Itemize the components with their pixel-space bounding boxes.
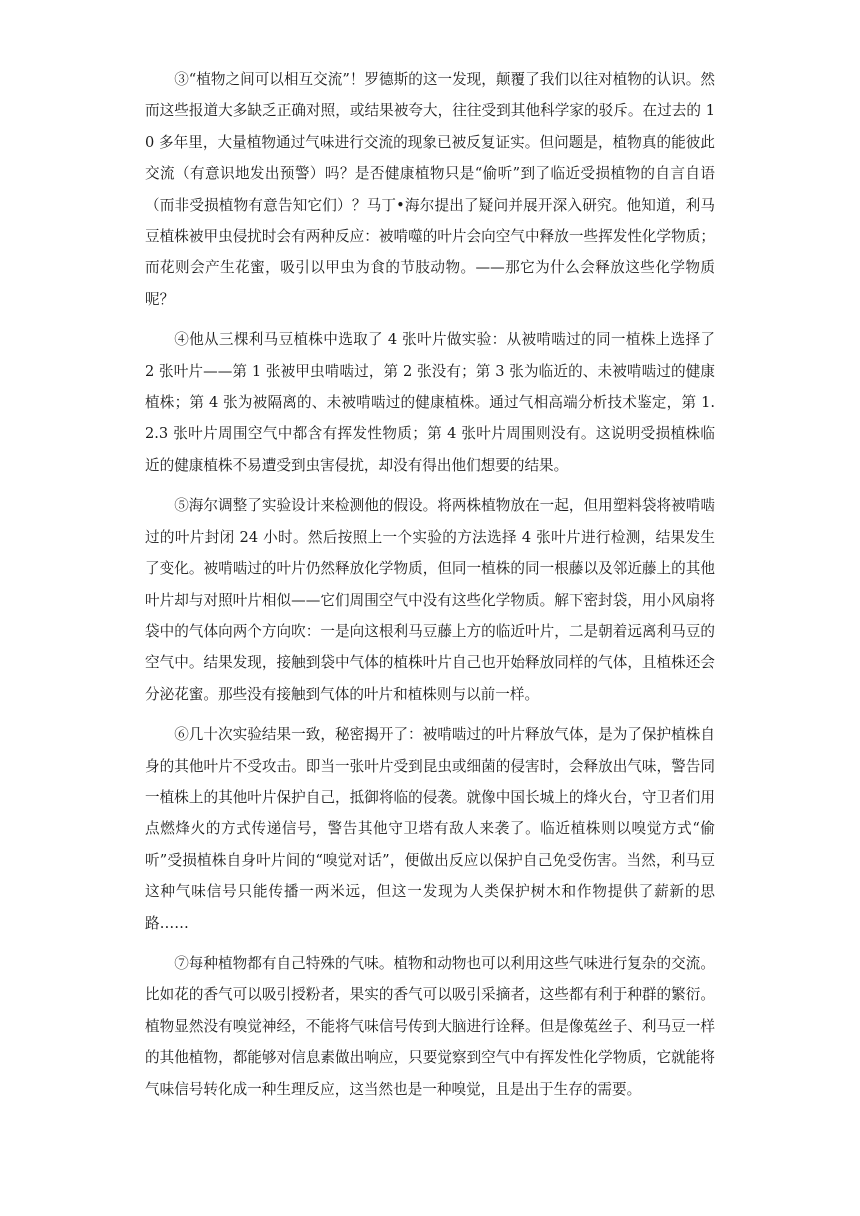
paragraph-7: ⑦每种植物都有自己特殊的气味。植物和动物也可以利用这些气味进行复杂的交流。比如花的香气可以吸引授粉者，果实的香气可以吸引采摘者，这些都有利于种群的繁衍。植物显然没有嗅觉神经，不能将气味信号传到大脑进行诠释。但是像菟丝子、利马豆一样的其他植物，都能够对信息素做出响应，只要觉察到空气中有挥发性化学物质，它就能将气味信号转化成一种生理反应，这当然也是一种嗅觉，且是出于生存的需要。 <box>145 954 715 1098</box>
paragraph-6: ⑥几十次实验结果一致，秘密揭开了：被啃啮过的叶片释放气体，是为了保护植株自身的其他叶片不受攻击。即当一张叶片受到昆虫或细菌的侵害时，会释放出气味，警告同一植株上的其他叶片保护自己，抵御将临的侵袭。就像中国长城上的烽火台，守卫者们用点燃烽火的方式传递信号，警告其他守卫塔有敌人来袭了。临近植株则以嗅觉方式“偷听”受损植株自身叶片间的“嗅觉对话”，便做出反应以保护自己免受伤害。当然，利马豆这种气味信号只能传播一两米远，但这一发现为人类保护树木和作物提供了薪新的思路…… <box>145 726 715 932</box>
paragraph-4: ④他从三棵利马豆植株中选取了 4 张叶片做实验：从被啃啮过的同一植株上选择了 2 张叶片——第 1 张被甲虫啃啮过，第 2 张没有；第 3 张为临近的、未被啃啮过的健康植株；第 4 张为被隔离的、未被啃啮过的健康植株。通过气相高端分析技术鉴定，第 1.2.3 张叶片周围空气中都含有挥发性物质；第 4 张叶片周围则没有。这说明受损植株临近的健康植株不易遭受到虫害侵扰，却没有得出他们想要的结果。 <box>145 331 715 474</box>
article-body <box>145 64 715 1114</box>
paragraph-5: ⑤海尔调整了实验设计来检测他的假设。将两株植物放在一起，但用塑料袋将被啃啮过的叶片封闭 24 小时。然后按照上一个实验的方法选择 4 张叶片进行检测，结果发生了变化。被啃啮过的叶片仍然释放化学物质，但同一植株的同一根藤以及邻近藤上的其他叶片却与对照叶片相似——它们周围空气中没有这些化学物质。解下密封袋，用小风扇将袋中的气体向两个方向吹：一是向这根利马豆藤上方的临近叶片，二是朝着远离利马豆的空气中。结果发现，接触到袋中气体的植株叶片自己也开始释放同样的气体，且植株还会分泌花蜜。那些没有接触到气体的叶片和植株则与以前一样。 <box>145 497 715 703</box>
paragraph-3: ③“植物之间可以相互交流”！罗德斯的这一发现，颠覆了我们以往对植物的认识。然而这些报道大多缺乏正确对照，或结果被夸大，往往受到其他科学家的驳斥。在过去的 10 多年里，大量植物通过气味进行交流的现象已被反复证实。但问题是，植物真的能彼此交流（有意识地发出预警）吗？是否健康植物只是“偷听”到了临近受损植物的自言自语（而非受损植物有意告知它们）？马丁•海尔提出了疑问并展开深入研究。他知道，利马豆植株被甲虫侵扰时会有两种反应：被啃噬的叶片会向空气中释放一些挥发性化学物质；而花则会产生花蜜，吸引以甲虫为食的节肢动物。——那它为什么会释放这些化学物质呢？ <box>145 71 715 308</box>
